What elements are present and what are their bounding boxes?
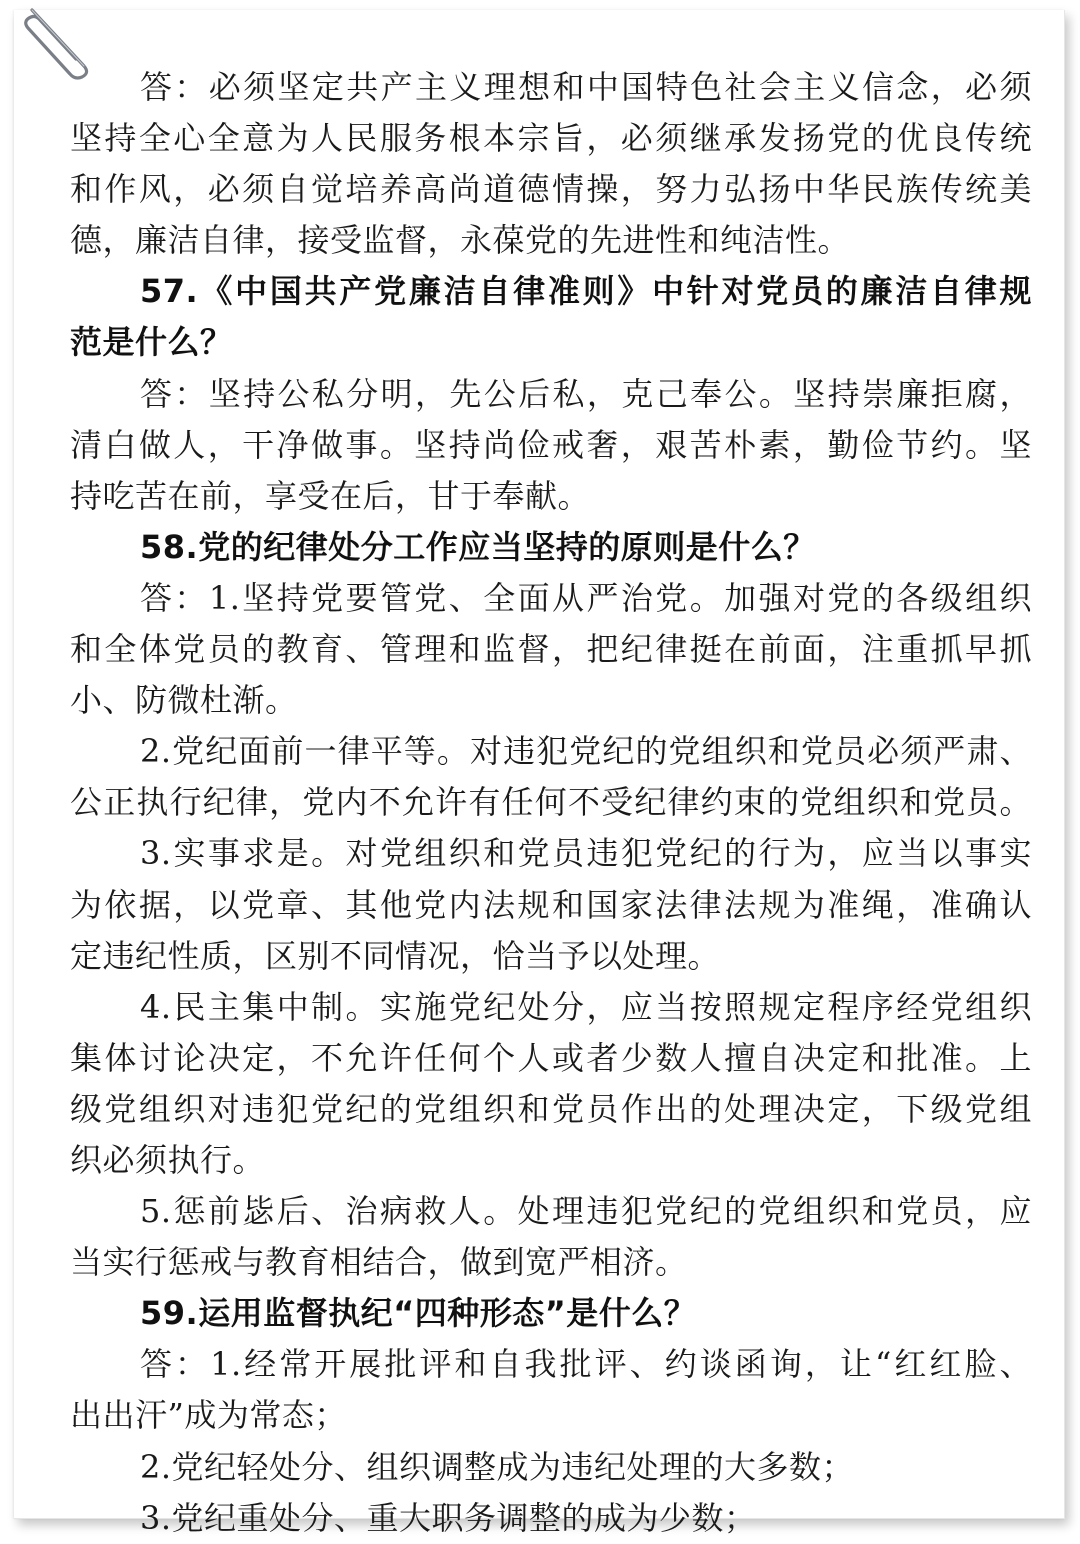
answer-line: 答：1.坚持党要管党、全面从严治党。加强对党的各级组织 [140,578,1032,617]
answer-line: 答：坚持公私分明，先公后私，克己奉公。坚持崇廉拒腐， [140,374,1032,413]
answer-line: 级党组织对违犯党纪的党组织和党员作出的处理决定，下级党组 [70,1089,1032,1128]
answer-line: 答：1.经常开展批评和自我批评、约谈函询，让“红红脸、 [140,1345,1032,1384]
question-line: 59.运用监督执纪“四种形态”是什么？ [140,1294,697,1333]
answer-line: 5.惩前毖后、治病救人。处理违犯党纪的党组织和党员，应 [140,1192,1032,1231]
answer-line: 德，廉洁自律，接受监督，永葆党的先进性和纯洁性。 [70,221,851,260]
answer-line: 3.实事求是。对党组织和党员违犯党纪的行为，应当以事实 [140,834,1032,873]
question-line: 范是什么？ [70,323,233,362]
answer-line: 清白做人，干净做事。坚持尚俭戒奢，艰苦朴素，勤俭节约。坚 [70,425,1032,464]
answer-line: 出出汗”成为常态； [70,1396,347,1435]
answer-line: 4.民主集中制。实施党纪处分，应当按照规定程序经党组织 [140,987,1032,1026]
answer-line: 2.党纪面前一律平等。对违犯党纪的党组织和党员必须严肃、 [140,732,1032,771]
question-line: 58.党的纪律处分工作应当坚持的原则是什么？ [140,527,816,566]
answer-line: 坚持全心全意为人民服务根本宗旨，必须继承发扬党的优良传统 [70,119,1032,158]
answer-line: 公正执行纪律，党内不允许有任何不受纪律约束的党组织和党员。 [70,783,1032,822]
answer-line: 小、防微杜渐。 [70,681,298,720]
question-line: 57.《中国共产党廉洁自律准则》中针对党员的廉洁自律规 [140,272,1032,311]
answer-line: 为依据，以党章、其他党内法规和国家法律法规为准绳，准确认 [70,885,1032,924]
answer-line: 和全体党员的教育、管理和监督，把纪律挺在前面，注重抓早抓 [70,630,1032,669]
answer-line: 当实行惩戒与教育相结合，做到宽严相济。 [70,1243,688,1282]
document-body [70,62,1032,1544]
answer-line: 3.党纪重处分、重大职务调整的成为少数； [140,1498,757,1537]
answer-line: 持吃苦在前，享受在后，甘于奉献。 [70,476,591,515]
answer-line: 定违纪性质，区别不同情况，恰当予以处理。 [70,936,721,975]
answer-line: 2.党纪轻处分、组织调整成为违纪处理的大多数； [140,1447,855,1486]
answer-line: 织必须执行。 [70,1140,266,1179]
answer-line: 集体讨论决定，不允许任何个人或者少数人擅自决定和批准。上 [70,1038,1032,1077]
answer-line: 和作风，必须自觉培养高尚道德情操，努力弘扬中华民族传统美 [70,170,1032,209]
answer-line: 答：必须坚定共产主义理想和中国特色社会主义信念，必须 [140,68,1032,106]
